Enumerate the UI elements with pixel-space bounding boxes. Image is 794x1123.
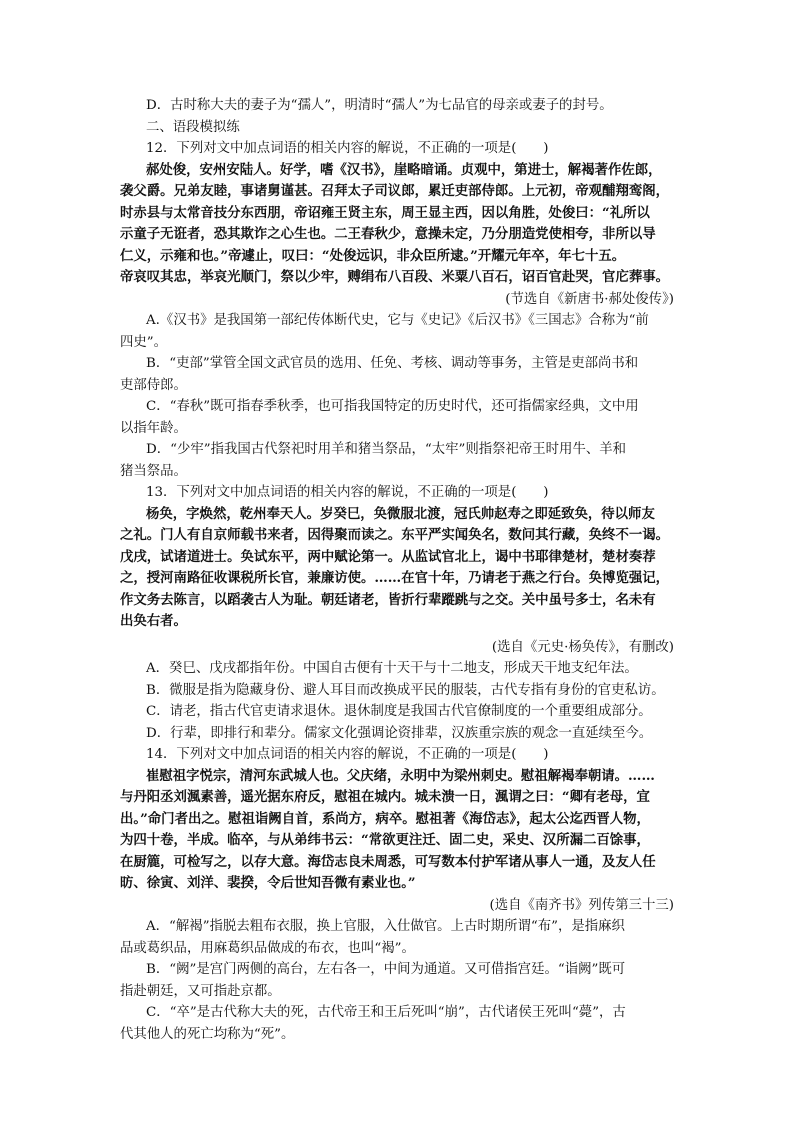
option-a-cont: 四史”。 <box>120 334 168 350</box>
passage-line: 作文务去陈言，以蹈袭古人为耻。朝廷诸老，皆折行辈蹤跳与之交。关中虽号多士，名未有 <box>120 591 656 608</box>
option-b-cont: 指赴朝廷，又可指赴京都。 <box>120 983 281 999</box>
passage-line: 时赤县与太常音技分东西朋，帝诏雍王贤主东，周王显主西，因以角胜，处俊曰：“礼所以 <box>120 204 650 221</box>
question-12-source: (节选自《新唐书·郝处俊传》) <box>505 291 674 307</box>
option-d: D．行辈，即排行和辈分。儒家文化强调论资排辈，汉族重宗族的观念一直延续至今。 <box>146 725 653 741</box>
passage-line: 戊戌，试诸道进士。奂试东平，两中赋论第一。从监试官北上，谒中书耶律楚材，楚材奏荐 <box>120 548 656 565</box>
option-a: A．癸巳、戊戌都指年份。中国自古便有十天干与十二地支，形成天干地支纪年法。 <box>146 661 638 676</box>
passage-line: 之礼。门人有自京师载书来者，因得聚而读之。东平严实闻奂名，数问其行藏，奂终不一谒。 <box>120 527 670 543</box>
option-b-cont: 吏部侍郎。 <box>120 377 187 393</box>
option-d-cont: 猪当祭品。 <box>120 463 187 479</box>
question-14-passage <box>120 766 674 895</box>
question-12-stem: 12．下列对文中加点词语的相关内容的解说，不正确的一项是( ) <box>146 141 549 156</box>
passage-line: 为四十卷，半成。临卒，与从弟纬书云：“常欲更注迁、固二史，采史、汉所漏二百馀事， <box>120 832 650 848</box>
option-c: C．“春秋”既可指春季秋季，也可指我国特定的历史时代，还可指儒家经典，文中用 <box>146 399 639 414</box>
option-c-cont: 代其他人的死亡均称为“死”。 <box>120 1026 295 1042</box>
question-13-passage <box>120 504 674 633</box>
option-b: B．“阙”是宫门两侧的高台，左右各一，中间为通道。又可借指宫廷。“诣阙”既可 <box>146 962 626 977</box>
question-14 <box>120 744 674 1045</box>
passage-line: 出。”命门者出之。慰祖诣阙自首，系尚方，病卒。慰祖著《海岱志》，起太公迄西晋人物， <box>120 810 650 827</box>
question-13-options <box>146 658 674 744</box>
passage-line: 仁义，示雍和也。”帝遽止，叹曰：“处俊远识，非众臣所逮。”开耀元年卒，年七十五。 <box>120 247 626 264</box>
passage-line: 杨奂，字焕然，乾州奉天人。岁癸巳，奂微服北渡，冠氏帅赵寿之即延致奂，待以师友 <box>146 505 655 522</box>
passage-line: 示童子无诳者，恐其欺诈之心生也。二王春秋少，意操未定，乃分朋造党使相夸，非所以导 <box>120 226 656 242</box>
question-12 <box>120 138 674 482</box>
option-a-cont: 品或葛织品，用麻葛织品做成的布衣，也叫“褐”。 <box>120 940 415 956</box>
passage-line: 崔慰祖字悦宗，清河东武城人也。父庆绪，永明中为梁州刺史。慰祖解褐奉朝请。…… <box>146 767 655 784</box>
q11-option-d: D．古时称大夫的妻子为“孺人”，明清时“孺人”为七品官的母亲或妻子的封号。 <box>146 98 613 113</box>
passage-line: 帝哀叹其忠，举哀光顺门，祭以少牢，赙绢布八百段、米粟八百石，诏百官赴哭，官庀葬事。 <box>120 269 670 285</box>
question-13-source: (选自《元史·杨奂传》，有删改) <box>491 639 674 655</box>
question-12-passage <box>120 160 674 289</box>
option-a: A.《汉书》是我国第一部纪传体断代史，它与《史记》《后汉书》《三国志》合称为“前 <box>146 313 649 328</box>
option-b: B．微服是指为隐藏身份、避人耳目而改换成平民的服装，古代专指有身份的官吏私访。 <box>146 682 665 698</box>
question-14-stem: 14．下列对文中加点词语的相关内容的解说，不正确的一项是( ) <box>146 747 549 762</box>
question-14-source: (选自《南齐书》列传第三十三) <box>489 897 674 913</box>
question-14-options <box>120 916 674 1045</box>
question-13-stem: 13．下列对文中加点词语的相关内容的解说，不正确的一项是( ) <box>146 485 549 500</box>
passage-line: 与丹阳丞刘渢素善，遥光据东府反，慰祖在城内。城未溃一日，渢谓之曰：“卿有老母，宜 <box>120 789 650 805</box>
passage-line: 袭父爵。兄弟友睦，事诸舅谨甚。召拜太子司议郎，累迁吏部侍郎。上元初，帝观酺翔鸾阁， <box>120 183 670 199</box>
option-d: D．“少牢”指我国古代祭祀时用羊和猪当祭品，“太牢”则指祭祀帝王时用牛、羊和 <box>146 442 627 457</box>
option-b: B．“吏部”掌管全国文武官员的选用、任免、考核、调动等事务，主管是吏部尚书和 <box>146 356 639 371</box>
passage-line: 之，授河南路征收课税所长官，兼廉访使。……在官十年，乃请老于燕之行台。奂博览强记， <box>120 570 670 586</box>
option-c: C．“卒”是古代称大夫的死，古代帝王和王后死叫“崩”，古代诸侯王死叫“薨”，古 <box>146 1005 626 1020</box>
question-12-options <box>120 310 674 482</box>
option-c: C．请老，指古代官吏请求退休。退休制度是我国古代官僚制度的一个重要组成部分。 <box>146 704 652 719</box>
passage-line: 昉、徐寅、刘洋、裴揆，令后世知吾微有素业也。” <box>120 875 416 891</box>
section-title: 二、语段模拟练 <box>146 119 240 135</box>
passage-line: 在厨簏，可检写之，以存大意。海岱志良未周悉，可写数本付护军诸从事人一通，及友人任 <box>120 853 656 870</box>
document-content <box>120 95 674 1045</box>
passage-line: 郝处俊，安州安陆人。好学，嗜《汉书》，崖略暗诵。贞观中，第进士，解褐著作佐郎， <box>146 161 662 178</box>
option-a: A．“解褐”指脱去粗布衣服，换上官服，入仕做官。上古时期所谓“布”，是指麻织 <box>146 919 625 934</box>
passage-line: 出奂右者。 <box>120 613 187 629</box>
option-c-cont: 以指年龄。 <box>120 420 187 436</box>
question-13 <box>120 482 674 744</box>
